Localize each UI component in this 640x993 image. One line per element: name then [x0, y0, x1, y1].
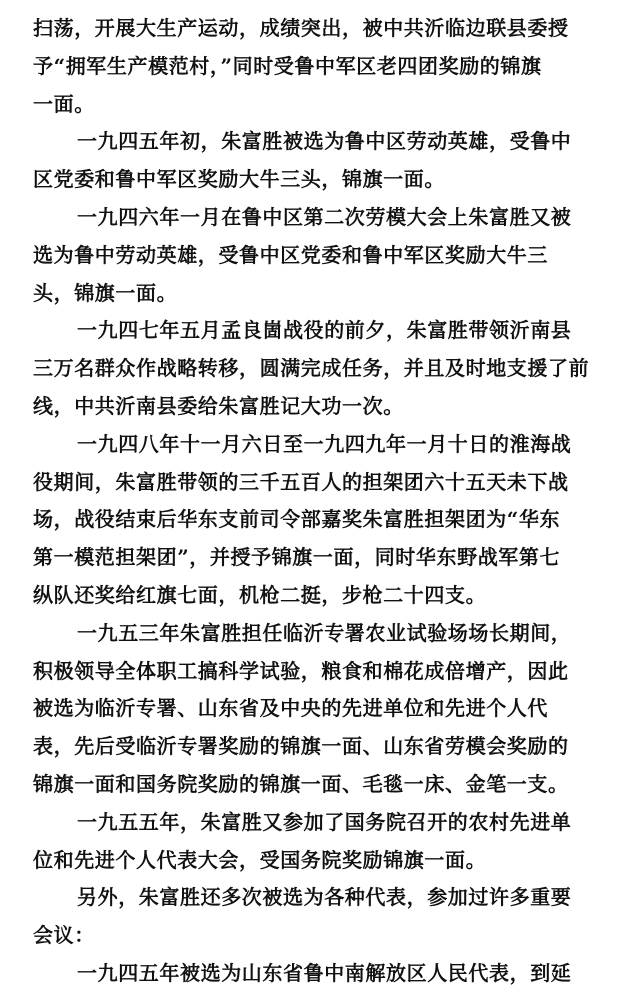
text-line: 役期间，朱富胜带领的三千五百人的担架团六十五天未下战 — [33, 469, 569, 494]
text-line: 一九四六年一月在鲁中区第二次劳模大会上朱富胜又被 — [77, 204, 572, 229]
text-line: 头，锦旗一面。 — [33, 280, 178, 305]
text-line: 一九五三年朱富胜担任临沂专署农业试验场场长期间， — [77, 620, 572, 645]
text-line: 场，战役结束后华东支前司令部嘉奖朱富胜担架团为“华东 — [33, 507, 561, 532]
text-line: 线，中共沂南县委给朱富胜记大功一次。 — [33, 393, 404, 418]
text-line: 予“拥军生产模范村，”同时受鲁中军区老四团奖励的锦旗 — [33, 53, 542, 78]
text-line: 区党委和鲁中军区奖励大牛三头，锦旗一面。 — [33, 167, 445, 192]
text-line: 积极领导全体职工搞科学试验，粮食和棉花成倍增产，因此 — [33, 658, 569, 683]
text-line: 选为鲁中劳动英雄，受鲁中区党委和鲁中军区奖励大牛三 — [33, 242, 548, 267]
text-line: 一面。 — [33, 91, 95, 116]
text-line: 纵队还奖给红旗七面，机枪二挺，步枪二十四支。 — [33, 582, 487, 607]
text-line: 一九四七年五月孟良崮战役的前夕，朱富胜带领沂南县 — [77, 318, 572, 343]
text-line: 被选为临沂专署、山东省及中央的先进单位和先进个人代 — [33, 696, 548, 721]
text-line: 三万名群众作战略转移，圆满完成任务，并且及时地支援了前 — [33, 356, 590, 381]
text-line: 位和先进个人代表大会，受国务院奖励锦旗一面。 — [33, 847, 487, 872]
text-line: 锦旗一面和国务院奖励的锦旗一面、毛毯一床、金笔一支。 — [33, 771, 569, 796]
text-line: 表，先后受临沂专署奖励的锦旗一面、山东省劳模会奖励的 — [33, 734, 569, 759]
text-line: 一九五五年，朱富胜又参加了国务院召开的农村先进单 — [77, 809, 572, 834]
text-line: 一九四八年十一月六日至一九四九年一月十日的淮海战 — [77, 431, 572, 456]
text-line: 第一模范担架团”，并授予锦旗一面，同时华东野战军第七 — [33, 545, 561, 570]
text-line: 一九四五年被选为山东省鲁中南解放区人民代表，到延 — [77, 960, 572, 985]
text-line: 会议： — [33, 923, 95, 948]
text-line: 扫荡，开展大生产运动，成绩突出，被中共沂临边联县委授 — [33, 16, 569, 40]
text-line: 一九四五年初，朱富胜被选为鲁中区劳动英雄，受鲁中 — [77, 129, 572, 154]
body-text — [33, 10, 618, 993]
text-line: 另外，朱富胜还多次被选为各种代表，参加过许多重要 — [77, 885, 572, 910]
